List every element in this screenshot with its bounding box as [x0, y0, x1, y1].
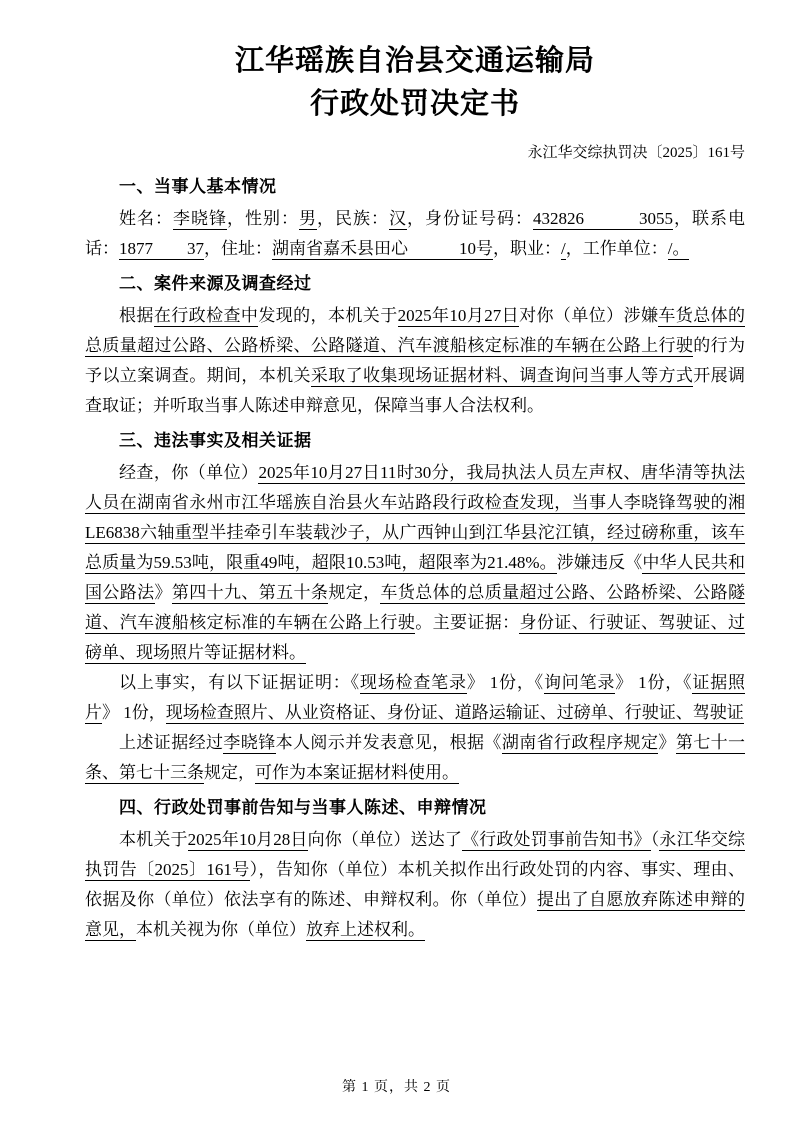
document-title-line2: 行政处罚决定书 — [309, 88, 520, 120]
filled-blank-text: 在行政检查中 — [153, 306, 259, 325]
filled-blank-text: 提出了自愿放弃陈述申辩的意见， — [85, 890, 746, 939]
filled-blank-text: 湖南省行政程序规定 — [501, 733, 659, 752]
text-run: 对你（单位）涉嫌 — [519, 306, 659, 325]
text-run: 》 1份， — [102, 703, 166, 722]
filled-blank-text: 现场检查照片、从业资格证、身份证、道路运输证、过磅单、行驶证、驾驶证 — [165, 703, 744, 722]
text-run: 。主要证据： — [415, 613, 520, 632]
filled-blank-text: 1877 37 — [119, 239, 204, 258]
filled-blank-text: 男 — [299, 209, 317, 228]
text-run: ，工作单位： — [565, 239, 668, 258]
filled-blank-text: /。 — [667, 239, 690, 258]
filled-blank-text: 现场检查笔录 — [359, 673, 467, 692]
filled-blank-text: 车货总体的总质量超过公路、公路桥梁、公路隧道、汽车渡船核定标准的车辆在公路上行驶 — [85, 306, 746, 355]
text-run: 》 1份，《 — [466, 673, 544, 692]
filled-blank-text: 432826 3055 — [533, 209, 673, 228]
filled-blank-text: 2025年10月28日 — [187, 830, 308, 849]
filled-blank-text: 汉 — [389, 209, 407, 228]
text-run: ，联系电话： — [85, 209, 745, 258]
document-number: 永江华交综执罚决〔2025〕161号 — [527, 145, 745, 161]
filled-blank-text: 湖南省嘉禾县田心 10号 — [272, 239, 493, 258]
filled-blank-text: 第四十九、第五十条 — [171, 583, 329, 602]
text-run: 规定， — [328, 583, 381, 602]
text-run: （ — [650, 830, 660, 849]
text-run: 根据 — [119, 306, 154, 325]
text-run: 向你（单位）送达了 — [307, 830, 463, 849]
section-heading — [85, 426, 745, 456]
paragraph — [85, 728, 745, 788]
text-run: 》 — [658, 733, 676, 752]
page-footer: 第 1 页，共 2 页 — [342, 1080, 451, 1095]
filled-blank-text: 《行政处罚事前告知书》 — [462, 830, 651, 849]
text-run: 四、行政处罚事前告知与当事人陈述、申辩情况 — [119, 798, 487, 817]
paragraph — [85, 668, 745, 728]
text-run: 规定， — [204, 763, 255, 782]
section-heading — [85, 172, 745, 202]
text-run: 》 1份，《 — [615, 673, 693, 692]
filled-blank-text: 李晓锋 — [173, 209, 227, 228]
text-run: ，职业： — [493, 239, 561, 258]
document-title-line1: 江华瑶族自治县交通运输局 — [234, 45, 595, 77]
text-run: 经查，你（单位） — [119, 463, 259, 482]
text-run: 以上事实，有以下证据证明：《 — [119, 673, 360, 692]
filled-blank-text: 证据照片 — [85, 673, 746, 722]
text-run: ，性别： — [227, 209, 299, 228]
filled-blank-text: 可作为本案证据材料使用。 — [255, 763, 459, 782]
filled-blank-text: 采取了收集现场证据材料、调查询问当事人等方式 — [310, 366, 694, 385]
paragraph — [85, 825, 745, 945]
filled-blank-text: 放弃上述权利。 — [306, 920, 425, 939]
text-run: ），告知你（单位）本机关拟作出行政处罚的内容、事实、理由、依据及你（单位）依法享有的陈述、申辩权利。你（单位） — [85, 860, 746, 909]
text-run: 姓名： — [119, 209, 173, 228]
text-run: 的行为予以立案调查。期间，本机关 — [85, 336, 746, 385]
filled-blank-text: 第七十一条、第七十三条 — [85, 733, 746, 782]
document-body — [85, 172, 745, 945]
text-run: 》 — [154, 583, 172, 602]
filled-blank-text: 身份证、行驶证、驾驶证、过磅单、现场照片等证据材料。 — [85, 613, 746, 662]
filled-blank-text: 车货总体的总质量超过公路、公路桥梁、公路隧道、汽车渡船核定标准的车辆在公路上行驶 — [85, 583, 746, 632]
paragraph — [85, 458, 745, 668]
text-run: 上述证据经过 — [119, 733, 224, 752]
filled-blank-text: 2025年10月27日11时30分，我局执法人员左声权、唐华清等执法人员在湖南省永州市江华瑶族自治县火车站路段行政检查发现，当事人李晓锋驾驶的湘LE6838六轴重型半挂牵引车装载沙子，从广西钟山到江华县沱江镇，经过磅称重，该车总质量为59.53吨，限重49吨，超限10.53吨，超限率为21.48%。 — [85, 463, 746, 572]
text-run: 本人阅示并发表意见，根据《 — [275, 733, 502, 752]
text-run: 发现的，本机关于 — [258, 306, 398, 325]
text-run: 本机关于 — [119, 830, 188, 849]
text-run: ，民族： — [317, 209, 389, 228]
filled-blank-text: 李晓锋 — [223, 733, 276, 752]
text-run: 二、案件来源及调查经过 — [119, 274, 312, 293]
text-run: ，住址： — [204, 239, 272, 258]
text-run: 一、当事人基本情况 — [119, 177, 277, 196]
section-heading — [85, 269, 745, 299]
text-run: ，身份证号码： — [407, 209, 533, 228]
text-run: 涉嫌违反《 — [556, 553, 643, 572]
text-run: 开展调查取证；并听取当事人陈述申辩意见，保障当事人合法权利。 — [85, 366, 746, 415]
filled-blank-text: 中华人民共和国公路法 — [85, 553, 746, 602]
filled-blank-text: / — [561, 239, 566, 258]
filled-blank-text: 2025年10月27日 — [397, 306, 520, 325]
paragraph — [85, 204, 745, 264]
text-run: 本机关视为你（单位） — [136, 920, 306, 939]
filled-blank-text: 询问笔录 — [543, 673, 616, 692]
filled-blank-text: 永江华交综执罚告〔2025〕161号 — [85, 830, 746, 879]
paragraph — [85, 301, 745, 421]
section-heading — [85, 793, 745, 823]
text-run: 三、违法事实及相关证据 — [119, 431, 312, 450]
